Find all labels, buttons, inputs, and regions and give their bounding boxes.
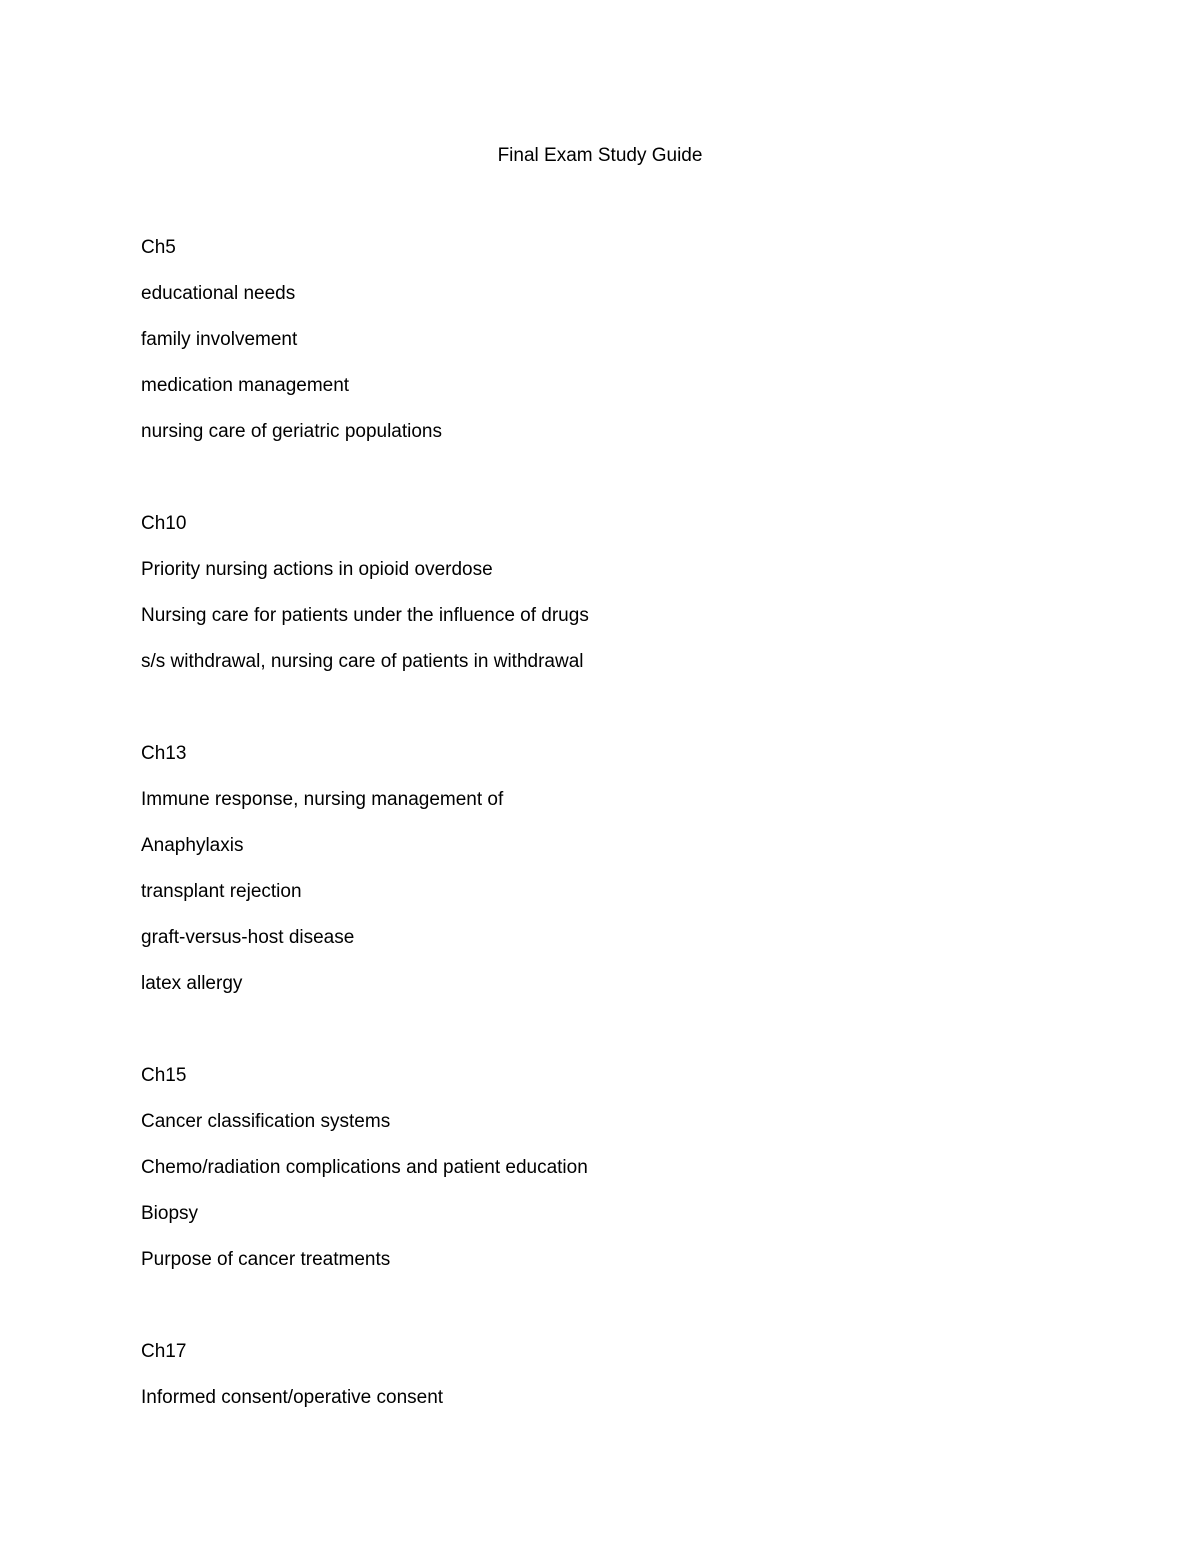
list-item: Anaphylaxis: [141, 835, 244, 856]
list-item: medication management: [141, 375, 350, 396]
section-heading-ch17: Ch17: [141, 1341, 187, 1362]
list-item: Cancer classification systems: [141, 1111, 391, 1132]
section-heading-ch5: Ch5: [141, 237, 176, 258]
section-heading-ch15: Ch15: [141, 1065, 187, 1086]
list-item: Informed consent/operative consent: [141, 1387, 444, 1408]
list-item: nursing care of geriatric populations: [141, 421, 443, 442]
list-item: Biopsy: [141, 1203, 199, 1224]
list-item: Priority nursing actions in opioid overdose: [141, 559, 493, 580]
document-title: Final Exam Study Guide: [497, 145, 703, 166]
list-item: transplant rejection: [141, 881, 302, 902]
list-item: Immune response, nursing management of: [141, 789, 504, 810]
list-item: family involvement: [141, 329, 298, 350]
list-item: Chemo/radiation complications and patient education: [141, 1157, 588, 1178]
section-heading-ch10: Ch10: [141, 513, 187, 534]
list-item: educational needs: [141, 283, 296, 304]
section-heading-ch13: Ch13: [141, 743, 187, 764]
list-item: latex allergy: [141, 973, 243, 994]
list-item: s/s withdrawal, nursing care of patients in withdrawal: [141, 651, 584, 672]
list-item: graft-versus-host disease: [141, 927, 355, 948]
list-item: Nursing care for patients under the influence of drugs: [141, 605, 589, 626]
list-item: Purpose of cancer treatments: [141, 1249, 391, 1270]
